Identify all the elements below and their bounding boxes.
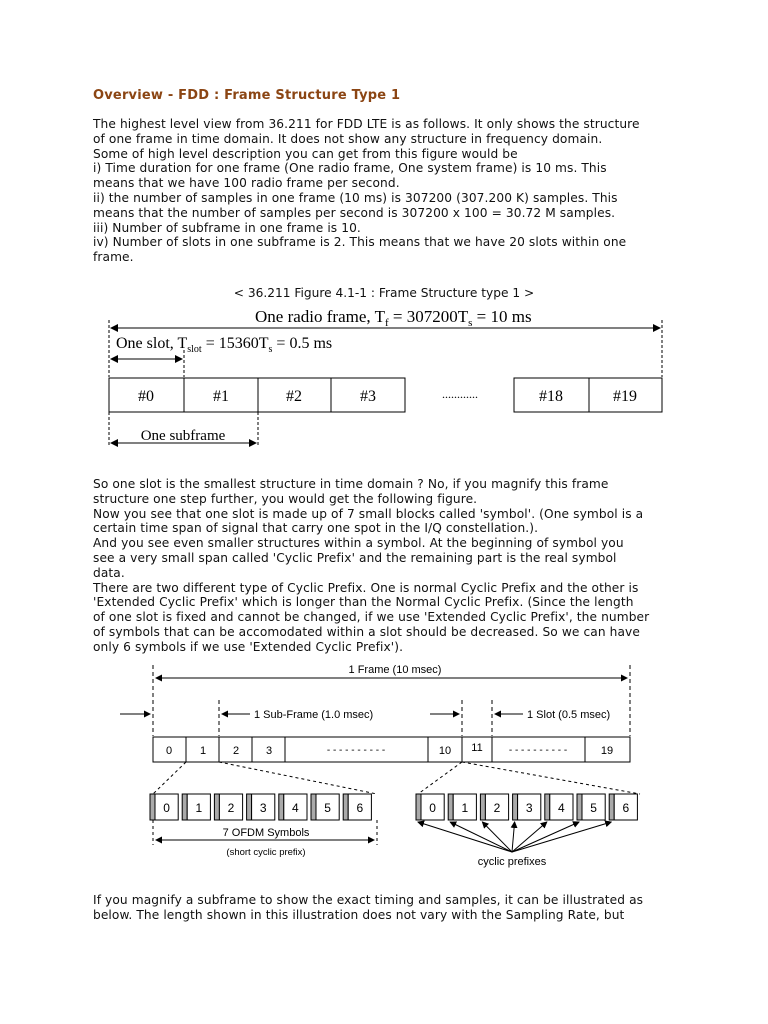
- ofdm-cp-type-label: (short cyclic prefix): [226, 847, 306, 858]
- subframe-duration-label: 1 Sub-Frame (1.0 msec): [254, 709, 374, 721]
- radio-frame-label: One radio frame, $T_f = 307200T_s = 10$ ms: [255, 307, 532, 329]
- text-line: of symbols that can be accomodated within a slot should be decreased. So we can have: [93, 624, 640, 639]
- right-cyclic-prefix: [577, 794, 582, 820]
- right-symbol-label: 1: [461, 801, 469, 815]
- frame-dashes-left: - - - - - - - - - -: [326, 745, 386, 756]
- right-cyclic-prefix: [609, 794, 614, 820]
- right-symbol-label: 5: [590, 801, 597, 815]
- right-cyclic-prefix: [416, 794, 421, 820]
- slot-label: One slot, $T_{slot} = 15360T_s = 0.5$ ms: [116, 335, 333, 355]
- figure-caption: < 36.211 Figure 4.1-1 : Frame Structure type 1 >: [233, 286, 535, 300]
- right-cyclic-prefix: [448, 794, 453, 820]
- right-cyclic-prefix: [513, 794, 518, 820]
- text-line: iii) Number of subframe in one frame is 10.: [93, 220, 361, 235]
- text-line: If you magnify a subframe to show the exact timing and samples, it can be illustrated as: [93, 893, 644, 907]
- right-symbol-label: 0: [429, 801, 436, 815]
- text-line: certain time span of signal that carry one spot in the I/Q constellation.).: [93, 521, 539, 536]
- symbols-left: [150, 794, 371, 820]
- right-symbol-label: 3: [525, 801, 533, 815]
- right-cyclic-prefix: [480, 794, 485, 820]
- left-symbol-label: 4: [292, 801, 299, 815]
- text-line: of one slot is fixed and cannot be changed, if we use 'Extended Cyclic Prefix', the number: [93, 610, 650, 625]
- slot-18: #18: [539, 388, 563, 405]
- left-cyclic-prefix: [182, 794, 187, 820]
- text-line: of one frame in time domain. It does not show any structure in frequency domain.: [93, 131, 603, 146]
- text-line: Now you see that one slot is made up of 7 small blocks called 'symbol'. (One symbol is a: [93, 506, 644, 521]
- text-line: So one slot is the smallest structure in time domain ? No, if you magnify this frame: [93, 477, 609, 491]
- cp-arrow: [512, 822, 547, 852]
- text-line: only 6 symbols if we use 'Extended Cyclic Prefix').: [93, 639, 404, 654]
- slot-19: #19: [613, 388, 637, 405]
- text-line: The highest level view from 36.211 for FDD LTE is as follows. It only shows the structure: [93, 117, 640, 131]
- frame-slot-19: 19: [600, 745, 614, 757]
- slot-dots: ............: [442, 387, 478, 401]
- right-cyclic-prefix: [545, 794, 550, 820]
- text-line: below. The length shown in this illustration does not vary with the Sampling Rate, but: [93, 907, 625, 922]
- cp-arrow: [512, 822, 515, 852]
- text-line: There are two different type of Cyclic Prefix. One is normal Cyclic Prefix and the other is: [93, 580, 639, 595]
- right-symbol-label: 2: [493, 801, 501, 815]
- left-symbol-label: 1: [195, 801, 203, 815]
- cp-arrow: [512, 822, 611, 852]
- text-line: structure one step further, you would get the following figure.: [93, 491, 478, 506]
- left-cyclic-prefix: [247, 794, 252, 820]
- cyclic-prefixes-label: cyclic prefixes: [477, 856, 547, 868]
- left-symbol-label: 6: [356, 801, 364, 815]
- right-symbol-label: 4: [558, 801, 565, 815]
- section-heading: Overview - FDD : Frame Structure Type 1: [93, 88, 401, 103]
- frame-structure-figure: [0, 300, 768, 450]
- frame-slot-3: 3: [265, 745, 273, 757]
- text-line: iv) Number of slots in one subframe is 2. This means that we have 20 slots within one: [93, 235, 627, 250]
- text-line: data.: [93, 565, 125, 580]
- left-symbol-label: 3: [259, 801, 267, 815]
- slot-1: #1: [213, 388, 229, 405]
- left-symbol-label: 5: [324, 801, 331, 815]
- text-line: means that the number of samples per second is 307200 x 100 = 30.72 M samples.: [93, 205, 616, 220]
- left-cyclic-prefix: [279, 794, 284, 820]
- symbol-paragraph: [93, 477, 683, 655]
- symbols-right: [416, 794, 637, 820]
- left-cyclic-prefix: [150, 794, 155, 820]
- frame-duration-label: 1 Frame (10 msec): [348, 664, 442, 676]
- text-line: 'Extended Cyclic Prefix' which is longer than the Normal Cyclic Prefix. (Since the length: [93, 595, 634, 610]
- ofdm-symbols-label: 7 OFDM Symbols: [222, 827, 310, 839]
- subframe-paragraph: [93, 893, 683, 923]
- subframe-label: One subframe: [140, 428, 226, 444]
- slot-0: #0: [138, 388, 154, 405]
- cp-arrow: [512, 822, 579, 852]
- text-line: Some of high level description you can get from this figure would be: [93, 146, 518, 161]
- slot-3: #3: [360, 388, 376, 405]
- text-line: frame.: [93, 250, 134, 265]
- left-cyclic-prefix: [343, 794, 348, 820]
- frame-slot-10: 10: [438, 745, 452, 757]
- frame-slot-2: 2: [232, 745, 240, 757]
- text-line: i) Time duration for one frame (One radio frame, One system frame) is 10 ms. This: [93, 161, 607, 176]
- left-symbol-label: 0: [163, 801, 170, 815]
- slot-duration-label: 1 Slot (0.5 msec): [527, 709, 611, 721]
- frame-slot-11: 11: [471, 742, 483, 754]
- cp-arrow: [450, 822, 512, 852]
- left-cyclic-prefix: [214, 794, 219, 820]
- right-symbol-label: 6: [622, 801, 630, 815]
- left-symbol-label: 2: [227, 801, 235, 815]
- text-line: see a very small span called 'Cyclic Prefix' and the remaining part is the real symbol: [93, 550, 617, 565]
- frame-slot-1: 1: [199, 745, 207, 757]
- intro-paragraph: [93, 117, 683, 265]
- text-line: means that we have 100 radio frame per second.: [93, 176, 400, 191]
- ofdm-structure-figure: [0, 660, 768, 870]
- frame-slot-0: 0: [165, 745, 173, 757]
- frame-dashes-right: - - - - - - - - - -: [508, 745, 568, 756]
- text-line: And you see even smaller structures within a symbol. At the beginning of symbol you: [93, 536, 624, 551]
- left-cyclic-prefix: [311, 794, 316, 820]
- slot-2: #2: [286, 388, 302, 405]
- text-line: ii) the number of samples in one frame (10 ms) is 307200 (307.200 K) samples. This: [93, 190, 618, 205]
- cyclic-prefix-arrows: [418, 822, 611, 852]
